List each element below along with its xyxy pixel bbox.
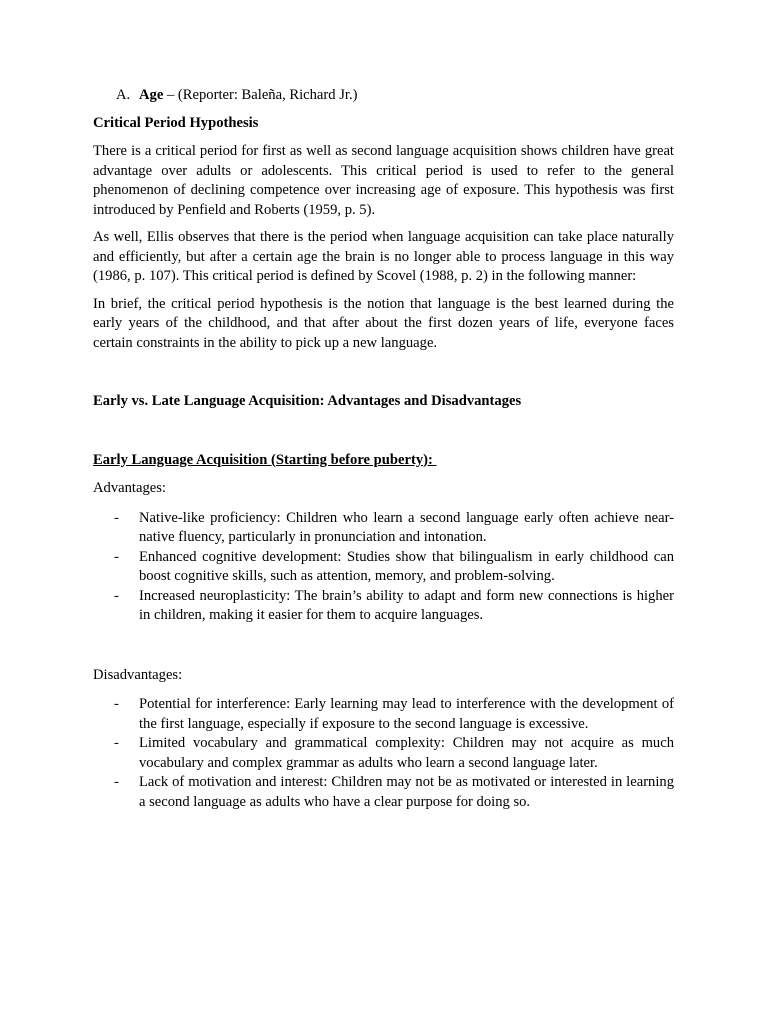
critical-period-paragraph-1: There is a critical period for first as well as second language acquisition shows children have great advantage over adults or adolescents. This critical period is used to refer to the general phenomenon of declining competence over increasing age of exposure. This hypothesis was first introduced by Penfield and Roberts (1959, p. 5).: [93, 143, 674, 218]
section-a-title: Age: [139, 87, 164, 103]
bullet-dash: -: [114, 735, 119, 751]
advantage-item-3: Increased neuroplasticity: The brain’s ability to adapt and form new connections is higher in children, making it easier for them to acquire languages.: [139, 587, 674, 623]
disadvantage-item-2: Limited vocabulary and grammatical complexity: Children may not acquire as much vocabulary and complex grammar as adults who learn a second language later.: [139, 735, 674, 771]
bullet-dash: -: [114, 509, 119, 526]
critical-period-heading: Critical Period Hypothesis: [93, 114, 259, 131]
bullet-dash: -: [114, 774, 119, 790]
list-item: [93, 773, 674, 812]
bullet-dash: -: [114, 548, 119, 565]
disadvantages-list: [93, 695, 674, 812]
advantage-item-1: Native-like proficiency: Children who learn a second language early often achieve near-native fluency, particularly in pronunciation and intonation.: [139, 509, 674, 545]
list-item: [93, 509, 674, 548]
advantages-label: Advantages:: [93, 480, 166, 496]
disadvantage-item-1: Potential for interference: Early learning may lead to interference with the development of the first language, especially if exposure to the second language is excessive.: [139, 696, 674, 732]
advantages-list: [93, 509, 674, 626]
early-acquisition-heading: Early Language Acquisition (Starting before puberty):: [93, 451, 437, 468]
list-item: [93, 695, 674, 734]
bullet-dash: -: [114, 696, 119, 712]
section-a-heading: [116, 86, 674, 106]
list-item: [93, 548, 674, 587]
critical-period-paragraph-3: In brief, the critical period hypothesis is the notion that language is the best learned during the early years of the childhood, and that after about the first dozen years of life, everyone faces certain constraints in the ability to pick up a new language.: [93, 295, 674, 351]
section-a-marker: A.: [116, 87, 131, 103]
disadvantages-label: Disadvantages:: [93, 666, 183, 683]
critical-period-paragraph-2: As well, Ellis observes that there is the period when language acquisition can take place naturally and efficiently, but after a certain age the brain is no longer able to process language in this way (1986, p. 107). This critical period is defined by Scovel (1988, p. 2) in the following manner:: [93, 229, 674, 284]
disadvantage-item-3: Lack of motivation and interest: Children may not be as motivated or interested in learning a second language as adults who have a clear purpose for doing so.: [139, 774, 674, 810]
comparison-heading: Early vs. Late Language Acquisition: Advantages and Disadvantages: [93, 393, 522, 409]
advantage-item-2: Enhanced cognitive development: Studies show that bilingualism in early childhood can boost cognitive skills, such as attention, memory, and problem-solving.: [139, 548, 674, 584]
list-item: [93, 587, 674, 626]
document-page: [93, 86, 674, 812]
list-item: [93, 734, 674, 773]
bullet-dash: -: [114, 587, 119, 604]
section-a-reporter: – (Reporter: Baleña, Richard Jr.): [166, 87, 358, 103]
